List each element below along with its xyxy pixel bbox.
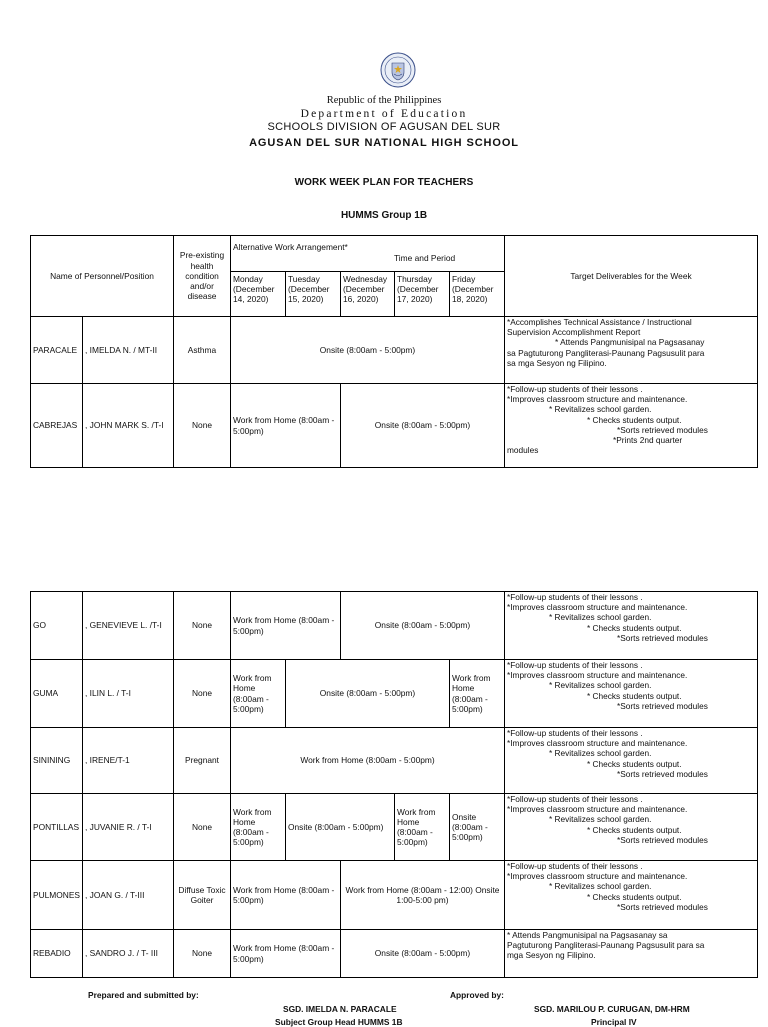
row-guma-schedule-1 [231, 660, 286, 728]
header-day-text: Wednesday (December 16, 2020) [343, 274, 388, 305]
row-go-deliverables [505, 592, 758, 660]
row-paracale-surname [31, 317, 83, 384]
deliverable-line: *Sorts retrieved modules [617, 700, 708, 711]
header-name-text: Name of Personnel/Position [50, 270, 154, 281]
schedule-text: Onsite (8:00am - 5:00pm) [288, 821, 384, 832]
deliverable-line: Pagtuturong Pangliterasi-Paunang Pagsusulit para sa [507, 940, 705, 951]
health-text: None [191, 420, 213, 431]
row-go-surname [31, 592, 83, 660]
deliverable-line: * Revitalizes school garden. [549, 612, 652, 623]
prepared-by-name: SGD. IMELDA N. PARACALE [283, 1004, 397, 1014]
deliverable-line: *Sorts retrieved modules [617, 901, 708, 912]
row-pontillas-schedule-2 [286, 794, 395, 861]
health-text: None [191, 821, 213, 832]
schedule-text: Onsite (8:00am - 5:00pm) [319, 344, 416, 355]
deliverable-line: sa mga Sesyon ng Filipino. [507, 357, 607, 368]
row-pontillas-health [174, 794, 231, 861]
row-sinining-given-name [83, 728, 174, 794]
deliverable-line: * Checks students output. [587, 824, 682, 835]
row-cabrejas-surname [31, 384, 83, 468]
surname-text: CABREJAS [33, 420, 78, 431]
given-name-text: , ILIN L. / T-I [85, 688, 131, 699]
row-guma-schedule-3 [450, 660, 505, 728]
document-title: WORK WEEK PLAN FOR TEACHERS [294, 177, 474, 188]
prepared-by-label: Prepared and submitted by: [88, 990, 199, 1000]
deliverable-line: *Sorts retrieved modules [617, 834, 708, 845]
surname-text: PONTILLAS [33, 821, 80, 832]
deliverable-line: *Follow-up students of their lessons . [507, 728, 643, 738]
deliverable-line: *Follow-up students of their lessons . [507, 794, 643, 804]
header-health-text: Pre-existing health condition and/or disease [179, 250, 225, 302]
given-name-text: , IRENE/T-1 [85, 755, 130, 766]
department-line: Department of Education [300, 108, 468, 120]
row-sinining-surname [31, 728, 83, 794]
schedule-text: Work from Home (8:00am - 5:00pm) [233, 415, 335, 436]
row-pulmones-surname [31, 861, 83, 930]
deliverable-line: *Follow-up students of their lessons . [507, 384, 643, 394]
row-sinining-health [174, 728, 231, 794]
given-name-text: , JOHN MARK S. /T-I [85, 420, 164, 431]
deliverable-line: sa Pagtuturong Pangliterasi-Paunang Pagsusulit para [507, 347, 705, 358]
republic-line: Republic of the Philippines [326, 95, 442, 106]
deliverable-line: * Checks students output. [587, 891, 682, 902]
division-line: SCHOOLS DIVISION OF AGUSAN DEL SUR [267, 121, 501, 133]
row-rebadio-given-name [83, 930, 174, 978]
schedule-text: Work from Home (8:00am - 5:00pm) [397, 806, 436, 848]
row-pulmones-health [174, 861, 231, 930]
given-name-text: , IMELDA N. / MT-II [85, 344, 158, 355]
surname-text: PULMONES [33, 889, 81, 900]
deliverable-line: * Revitalizes school garden. [549, 748, 652, 759]
row-go-schedule-1 [231, 592, 341, 660]
row-go-health [174, 592, 231, 660]
work-plan-table-2 [30, 591, 758, 978]
header-name-cell [31, 236, 174, 317]
row-cabrejas-deliverables [505, 384, 758, 468]
health-text: None [191, 948, 213, 959]
header-day-2 [286, 272, 341, 317]
header-alt-text: Alternative Work Arrangement* [233, 242, 348, 252]
deliverable-line: * Attends Pangmunisipal na Pagsasanay sa [507, 930, 668, 940]
row-paracale-health [174, 317, 231, 384]
schedule-text: Work from Home (8:00am - 5:00pm) [300, 755, 435, 766]
header-day-5 [450, 272, 505, 317]
deliverable-line: * Checks students output. [587, 622, 682, 633]
row-pulmones-given-name [83, 861, 174, 930]
deliverable-line: *Sorts retrieved modules [617, 632, 708, 643]
row-pulmones-deliverables [505, 861, 758, 930]
header-time-text: Time and Period [394, 253, 456, 263]
row-guma-given-name [83, 660, 174, 728]
row-guma-health [174, 660, 231, 728]
row-rebadio-surname [31, 930, 83, 978]
row-guma-deliverables [505, 660, 758, 728]
row-paracale-deliverables [505, 317, 758, 384]
approved-by-title: Principal IV [591, 1017, 637, 1027]
health-text: None [191, 620, 213, 631]
deliverable-line: * Checks students output. [587, 690, 682, 701]
schedule-text: Work from Home (8:00am - 5:00pm) [233, 673, 272, 714]
given-name-text: , SANDRO J. / T- III [85, 948, 158, 959]
row-rebadio-deliverables [505, 930, 758, 978]
row-paracale-given-name [83, 317, 174, 384]
health-text: None [191, 688, 213, 699]
surname-text: REBADIO [33, 948, 71, 959]
row-go-schedule-2 [341, 592, 505, 660]
approved-by-name: SGD. MARILOU P. CURUGAN, DM-HRM [534, 1004, 690, 1014]
row-rebadio-schedule-1 [231, 930, 341, 978]
header-alt-arrangement-cell [231, 236, 505, 272]
header-health-cell [174, 236, 231, 317]
schedule-text: Work from Home (8:00am - 5:00pm) [233, 884, 335, 905]
health-text: Diffuse Toxic Goiter [178, 884, 226, 905]
deliverable-line: * Checks students output. [587, 414, 682, 425]
deliverable-line: *Improves classroom structure and maintenance. [507, 394, 688, 405]
row-cabrejas-health [174, 384, 231, 468]
prepared-by-title: Subject Group Head HUMMS 1B [275, 1017, 403, 1027]
row-rebadio-health [174, 930, 231, 978]
schedule-text: Work from Home (8:00am - 12:00) Onsite 1:00-5:00 pm) [345, 884, 500, 905]
deliverable-line: *Improves classroom structure and maintenance. [507, 738, 688, 749]
schedule-text: Work from Home (8:00am - 5:00pm) [233, 615, 335, 636]
row-pulmones-schedule-1 [231, 861, 341, 930]
surname-text: SININING [33, 755, 71, 766]
school-name: AGUSAN DEL SUR NATIONAL HIGH SCHOOL [249, 137, 519, 149]
header-day-text: Thursday (December 17, 2020) [397, 274, 439, 305]
given-name-text: , JOAN G. / T-III [85, 889, 145, 900]
row-go-given-name [83, 592, 174, 660]
header-deliverables-cell [505, 236, 758, 317]
deliverable-line: * Revitalizes school garden. [549, 680, 652, 691]
deped-seal-logo [380, 52, 416, 88]
header-day-text: Monday (December 14, 2020) [233, 274, 275, 305]
deliverable-line: * Checks students output. [587, 758, 682, 769]
deliverable-line: *Improves classroom structure and maintenance. [507, 804, 688, 815]
deliverable-line: mga Sesyon ng Filipino. [507, 950, 596, 961]
header-day-3 [341, 272, 395, 317]
row-pulmones-schedule-2 [341, 861, 505, 930]
deliverable-line: *Accomplishes Technical Assistance / Instructional [507, 317, 692, 327]
row-cabrejas-schedule-1 [231, 384, 341, 468]
header-day-1 [231, 272, 286, 317]
row-cabrejas-given-name [83, 384, 174, 468]
schedule-text: Onsite (8:00am - 5:00pm) [319, 688, 416, 699]
row-guma-surname [31, 660, 83, 728]
deliverable-line: *Improves classroom structure and maintenance. [507, 871, 688, 882]
health-text: Pregnant [185, 755, 219, 766]
schedule-text: Work from Home (8:00am - 5:00pm) [452, 673, 491, 714]
surname-text: PARACALE [33, 344, 78, 355]
deliverable-line: *Improves classroom structure and maintenance. [507, 670, 688, 681]
row-pontillas-surname [31, 794, 83, 861]
schedule-text: Onsite (8:00am - 5:00pm) [374, 948, 471, 959]
header-day-text: Tuesday (December 15, 2020) [288, 274, 330, 305]
row-pontillas-deliverables [505, 794, 758, 861]
schedule-text: Work from Home (8:00am - 5:00pm) [233, 943, 335, 964]
deliverable-line: *Prints 2nd quarter [613, 435, 683, 446]
row-pontillas-schedule-1 [231, 794, 286, 861]
row-pontillas-schedule-3 [395, 794, 450, 861]
schedule-text: Onsite (8:00am - 5:00pm) [374, 620, 471, 631]
schedule-text: Work from Home (8:00am - 5:00pm) [233, 806, 272, 848]
deliverable-line: *Improves classroom structure and maintenance. [507, 602, 688, 613]
deliverable-line: modules [507, 445, 539, 456]
deliverable-line: * Revitalizes school garden. [549, 814, 652, 825]
deliverable-line: Supervision Accomplishment Report [507, 327, 641, 338]
deliverable-line: *Follow-up students of their lessons . [507, 592, 643, 602]
row-guma-schedule-2 [286, 660, 450, 728]
row-paracale-schedule-1 [231, 317, 505, 384]
deliverable-line: *Sorts retrieved modules [617, 424, 708, 435]
given-name-text: , JUVANIE R. / T-I [85, 821, 152, 832]
row-rebadio-schedule-2 [341, 930, 505, 978]
deliverable-line: * Revitalizes school garden. [549, 881, 652, 892]
header-deliverables-text: Target Deliverables for the Week [570, 270, 692, 281]
row-sinining-schedule-1 [231, 728, 505, 794]
deliverable-line: * Revitalizes school garden. [549, 404, 652, 415]
header-day-4 [395, 272, 450, 317]
deliverable-line: *Sorts retrieved modules [617, 768, 708, 779]
group-subtitle: HUMMS Group 1B [340, 210, 428, 221]
given-name-text: , GENEVIEVE L. /T-I [85, 620, 162, 631]
schedule-text: Onsite (8:00am - 5:00pm) [452, 811, 488, 843]
deliverable-line: *Follow-up students of their lessons . [507, 660, 643, 670]
health-text: Asthma [187, 344, 217, 355]
work-plan-table-1 [30, 235, 758, 468]
row-pontillas-schedule-4 [450, 794, 505, 861]
header-day-text: Friday (December 18, 2020) [452, 274, 494, 305]
surname-text: GUMA [33, 688, 59, 699]
approved-by-label: Approved by: [450, 990, 504, 1000]
deliverable-line: * Attends Pangmunisipal na Pagsasanay [555, 337, 705, 348]
deliverable-line: *Follow-up students of their lessons . [507, 861, 643, 871]
schedule-text: Onsite (8:00am - 5:00pm) [374, 420, 471, 431]
row-sinining-deliverables [505, 728, 758, 794]
row-cabrejas-schedule-2 [341, 384, 505, 468]
row-pontillas-given-name [83, 794, 174, 861]
surname-text: GO [33, 620, 47, 631]
